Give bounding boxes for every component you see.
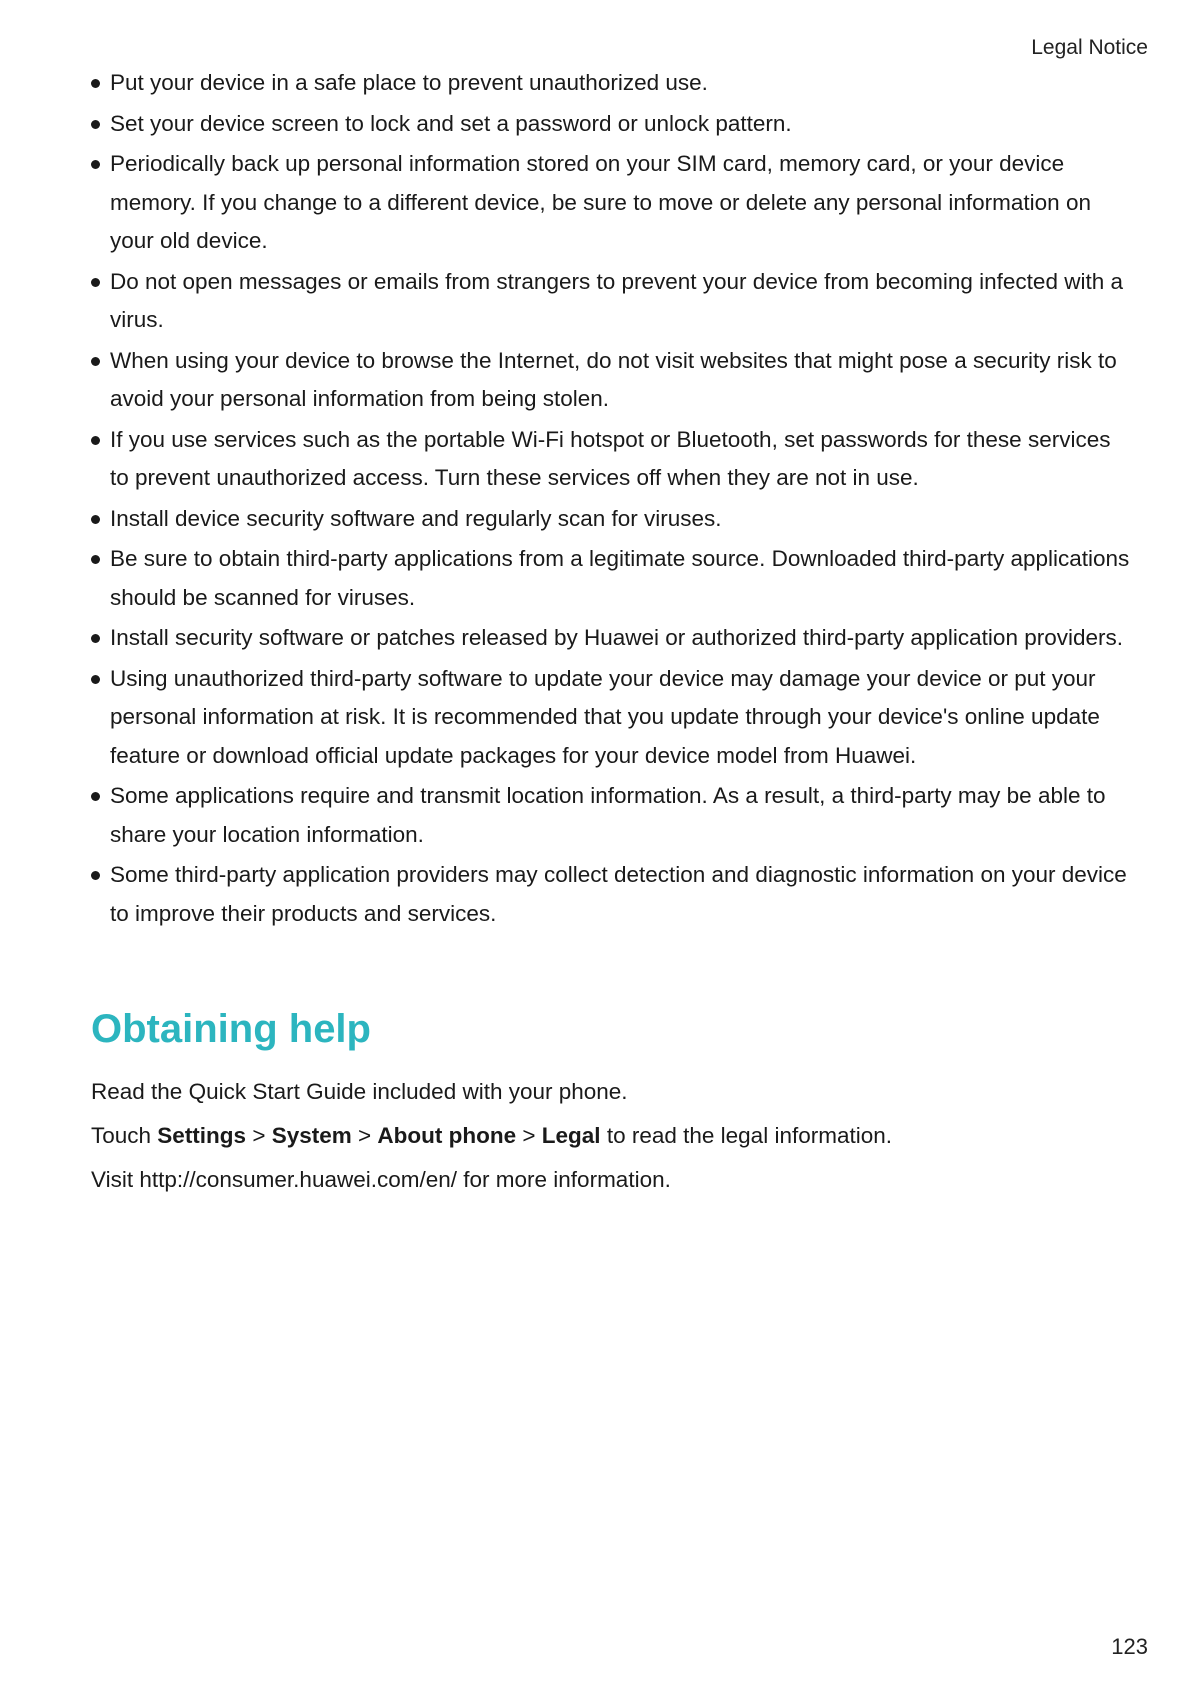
list-item-text: Periodically back up personal information stored on your SIM card, memory card, or your device memory. If you change to a different device, be sure to move or delete any personal information on your old device. — [110, 151, 1091, 253]
list-item — [91, 145, 1131, 261]
list-item-text: When using your device to browse the Internet, do not visit websites that might pose a security risk to avoid your personal information from being stolen. — [110, 347, 1117, 411]
legal-label: Legal — [541, 1123, 601, 1148]
help-paragraph-website: Visit http://consumer.huawei.com/en/ for more information. — [91, 1167, 671, 1192]
bullet-icon — [91, 871, 100, 880]
list-item — [91, 540, 1131, 617]
list-item — [91, 500, 1131, 539]
bullet-icon — [91, 357, 100, 366]
list-item-text: Some third-party application providers may collect detection and diagnostic information on your device to improve their products and services. — [110, 862, 1127, 926]
about-phone-label: About phone — [377, 1123, 517, 1148]
system-label: System — [271, 1123, 352, 1148]
list-item — [91, 856, 1131, 933]
list-item — [91, 263, 1131, 340]
list-item-text: Do not open messages or emails from strangers to prevent your device from becoming infected with a virus. — [110, 268, 1123, 332]
bullet-icon — [91, 792, 100, 801]
list-item — [91, 64, 1131, 103]
list-item-text: Put your device in a safe place to prevent unauthorized use. — [110, 70, 708, 95]
path-separator: > — [351, 1123, 378, 1148]
bullet-icon — [91, 278, 100, 287]
list-item-text: Install device security software and regularly scan for viruses. — [110, 505, 722, 531]
list-item-text: Be sure to obtain third-party applications from a legitimate source. Downloaded third-party applications should be scanned for viruses. — [110, 546, 1130, 610]
list-item-text: Set your device screen to lock and set a password or unlock pattern. — [110, 110, 792, 136]
bullet-icon — [91, 160, 100, 169]
bullet-icon — [91, 634, 100, 643]
list-item-text: If you use services such as the portable Wi-Fi hotspot or Bluetooth, set passwords for these services to prevent unauthorized access. Turn these services off when they are not in use. — [110, 426, 1111, 490]
settings-label: Settings — [157, 1123, 247, 1148]
bullet-icon — [91, 79, 100, 88]
list-item-text: Using unauthorized third-party software to update your device may damage your device or put your personal information at risk. It is recommended that you update through your device's online update feature or download official update packages for your device model from Huawei. — [110, 665, 1100, 768]
text-suffix: to read the legal information. — [600, 1123, 893, 1148]
bullet-icon — [91, 675, 100, 684]
list-item-text: Install security software or patches released by Huawei or authorized third-party application providers. — [110, 625, 1123, 650]
page-number: 123 — [1111, 1634, 1148, 1659]
bullet-icon — [91, 555, 100, 564]
bullet-icon — [91, 120, 100, 129]
bullet-icon — [91, 436, 100, 445]
path-separator: > — [516, 1123, 542, 1148]
list-item-text: Some applications require and transmit location information. As a result, a third-party may be able to share your location information. — [110, 783, 1106, 847]
path-separator: > — [246, 1123, 272, 1148]
list-item — [91, 777, 1131, 854]
bullet-icon — [91, 515, 100, 524]
list-item — [91, 105, 1131, 144]
list-item — [91, 660, 1131, 776]
text-prefix: Touch — [91, 1123, 158, 1148]
help-paragraph-quick-start: Read the Quick Start Guide included with your phone. — [91, 1079, 628, 1104]
list-item — [91, 619, 1131, 658]
list-item — [91, 421, 1131, 498]
running-header: Legal Notice — [1031, 36, 1148, 59]
security-tips-list — [91, 64, 1131, 935]
section-title: Obtaining help — [91, 1007, 371, 1051]
list-item — [91, 342, 1131, 419]
help-paragraph-settings-path — [91, 1120, 892, 1152]
